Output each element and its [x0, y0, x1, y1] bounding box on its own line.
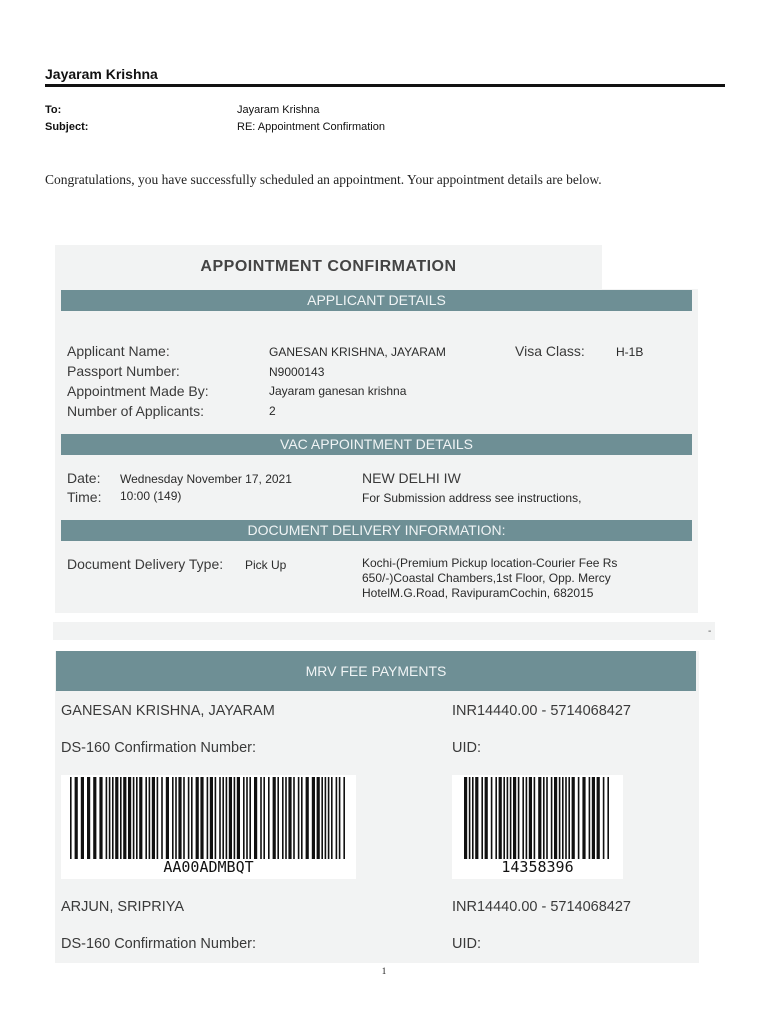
barcode-bar — [263, 777, 265, 859]
barcode-bar — [321, 777, 323, 859]
intro-text: Congratulations, you have successfully scheduled an appointment. Your appointment details are below. — [45, 172, 602, 187]
barcode-bar — [99, 777, 102, 859]
barcode-bar — [503, 777, 505, 859]
date-value: Wednesday November 17, 2021 — [120, 472, 292, 486]
barcode-bar — [582, 777, 585, 859]
ds160-label: DS-160 Confirmation Number: — [61, 936, 257, 952]
barcode-bar — [469, 777, 471, 859]
barcode-bar — [526, 777, 528, 859]
applicant-name-label: Applicant Name: — [67, 343, 170, 359]
barcode-bar — [75, 777, 78, 859]
made-by-label: Appointment Made By: — [67, 383, 209, 399]
barcode-bar — [178, 777, 181, 859]
date-label: Date: — [67, 470, 101, 486]
barcode-bar — [243, 777, 245, 859]
barcode-bar — [246, 777, 248, 859]
made-by-value: Jayaram ganesan krishna — [269, 384, 407, 398]
passport-label: Passport Number: — [67, 363, 180, 379]
barcode-bar — [565, 777, 567, 859]
barcode-bar — [273, 777, 276, 859]
barcode-bar — [237, 777, 240, 859]
num-applicants-label: Number of Applicants: — [67, 403, 204, 419]
barcode-bar — [325, 777, 327, 859]
barcode-bar — [145, 777, 147, 859]
barcode-bar — [188, 777, 190, 859]
to-value: Jayaram Krishna — [237, 104, 320, 116]
num-applicants-value: 2 — [269, 404, 276, 418]
barcode-bar — [513, 777, 516, 859]
barcode-bar — [249, 777, 251, 859]
barcode-bar — [207, 777, 209, 859]
confirmation-title: APPOINTMENT CONFIRMATION — [200, 258, 457, 275]
barcode-bar — [215, 777, 217, 859]
barcode-bar — [546, 777, 548, 859]
location-note: For Submission address see instructions, — [362, 491, 582, 505]
payment-applicant-name: ARJUN, SRIPRIYA — [61, 899, 185, 915]
barcode-bar — [522, 777, 524, 859]
barcode-bar — [226, 777, 228, 859]
header-rule — [45, 84, 725, 87]
barcode-bar — [115, 777, 118, 859]
delivery-address-line: HotelM.G.Road, RavipuramCochin, 682015 — [362, 586, 594, 600]
barcode-bar — [485, 777, 488, 859]
barcode-bar — [175, 777, 177, 859]
barcode-bar — [210, 777, 213, 859]
barcode-bar — [495, 777, 497, 859]
barcode-bar — [336, 777, 338, 859]
subject-value: RE: Appointment Confirmation — [237, 121, 385, 133]
barcode-bar — [136, 777, 138, 859]
uid-label: UID: — [452, 740, 481, 756]
barcode-bar — [572, 777, 575, 859]
time-label: Time: — [67, 489, 102, 505]
barcode-bar — [120, 777, 122, 859]
card-corner-gap — [602, 245, 698, 289]
barcode-bar — [93, 777, 96, 859]
barcode-bar — [597, 777, 600, 859]
barcode-bar — [607, 777, 609, 859]
delivery-info-header: DOCUMENT DELIVERY INFORMATION: — [61, 520, 692, 541]
time-value: 10:00 (149) — [120, 489, 182, 503]
barcode-bar — [312, 777, 315, 859]
barcode-bar — [157, 777, 159, 859]
barcode-bar — [229, 777, 232, 859]
payment-fee: INR14440.00 - 5714068427 — [452, 703, 631, 719]
barcode-bar — [518, 777, 520, 859]
barcode-bar — [481, 777, 483, 859]
barcode-bar — [260, 777, 262, 859]
barcode-bar — [166, 777, 169, 859]
barcode-bar — [464, 777, 467, 859]
barcode-bar — [317, 777, 320, 859]
delivery-type-label: Document Delivery Type: — [67, 556, 224, 572]
barcode-bar — [499, 777, 502, 859]
location-name: NEW DELHI IW — [362, 470, 461, 486]
barcode-bar — [339, 777, 341, 859]
barcode-bar — [183, 777, 185, 859]
sender-name: Jayaram Krishna — [45, 66, 158, 82]
subject-label: Subject: — [45, 121, 89, 133]
barcode-bar — [254, 777, 257, 859]
barcode-bar — [172, 777, 174, 859]
page-number: 1 — [381, 966, 387, 976]
barcode-bar — [562, 777, 564, 859]
barcode-bar — [543, 777, 545, 859]
divider-mark: - — [708, 626, 712, 637]
delivery-address — [362, 556, 617, 601]
barcode-bar — [87, 777, 90, 859]
barcode-bar — [507, 777, 509, 859]
delivery-address-line: Kochi-(Premium Pickup location-Courier Fee Rs — [362, 556, 618, 570]
barcode-bar — [298, 777, 300, 859]
mrv-fee-header: MRV FEE PAYMENTS — [56, 651, 696, 691]
barcode-bar — [149, 777, 151, 859]
uid-label: UID: — [452, 936, 481, 952]
barcode-bar — [106, 777, 108, 859]
barcode-bar — [559, 777, 561, 859]
barcode-bar — [285, 777, 287, 859]
barcode-bar — [328, 777, 330, 859]
barcode-bar — [81, 777, 84, 859]
barcode-bar — [268, 777, 270, 859]
barcode-bar — [133, 777, 135, 859]
passport-value: N9000143 — [269, 365, 325, 379]
uid-barcode-text: 14358396 — [501, 858, 574, 876]
barcode-bar — [139, 777, 142, 859]
uid-barcode — [452, 775, 623, 879]
barcode-bar — [191, 777, 193, 859]
barcode-bar — [109, 777, 111, 859]
delivery-address-line: 650/-)Coastal Chambers,1st Floor, Opp. Mercy — [362, 571, 611, 585]
barcode-bar — [472, 777, 474, 859]
delivery-type-value: Pick Up — [245, 558, 287, 572]
applicant-name-value: GANESAN KRISHNA, JAYARAM — [269, 345, 446, 359]
barcode-bar — [301, 777, 303, 859]
barcode-bar — [293, 777, 295, 859]
barcode-bar — [196, 777, 199, 859]
barcode-bar — [603, 777, 605, 859]
visa-class-label: Visa Class: — [515, 343, 585, 359]
barcode-bar — [343, 777, 345, 859]
barcode-bar — [277, 777, 279, 859]
ds160-label: DS-160 Confirmation Number: — [61, 740, 257, 756]
barcode-bar — [529, 777, 532, 859]
barcode-bar — [200, 777, 203, 859]
barcode-bar — [282, 777, 284, 859]
barcode-bar — [112, 777, 114, 859]
barcode-bar — [551, 777, 553, 859]
barcode-bar — [554, 777, 557, 859]
barcode-bar — [538, 777, 541, 859]
barcode-bar — [534, 777, 536, 859]
payment-applicant-name: GANESAN KRISHNA, JAYARAM — [61, 703, 275, 719]
ds160-barcode-text: AA00ADMBQT — [163, 858, 254, 876]
applicant-details-header: APPLICANT DETAILS — [61, 290, 692, 311]
payment-fee: INR14440.00 - 5714068427 — [452, 899, 631, 915]
barcode-bar — [592, 777, 595, 859]
vac-details-header: VAC APPOINTMENT DETAILS — [61, 434, 692, 455]
barcode-bar — [123, 777, 126, 859]
barcode-bar — [475, 777, 478, 859]
barcode-bar — [222, 777, 224, 859]
barcode-bar — [510, 777, 512, 859]
ds160-barcode — [61, 775, 356, 879]
barcode-bar — [491, 777, 493, 859]
barcode-bar — [161, 777, 163, 859]
to-label: To: — [45, 104, 62, 116]
section-divider — [53, 622, 715, 640]
barcode-bar — [219, 777, 221, 859]
barcode-bar — [288, 777, 291, 859]
barcode-bar — [331, 777, 333, 859]
barcode-bar — [70, 777, 72, 859]
barcode-bar — [578, 777, 580, 859]
barcode-bar — [234, 777, 236, 859]
barcode-bar — [568, 777, 570, 859]
barcode-bar — [152, 777, 155, 859]
barcode-bar — [306, 777, 309, 859]
barcode-bar — [128, 777, 131, 859]
barcode-bar — [589, 777, 591, 859]
visa-class-value: H-1B — [616, 345, 644, 359]
